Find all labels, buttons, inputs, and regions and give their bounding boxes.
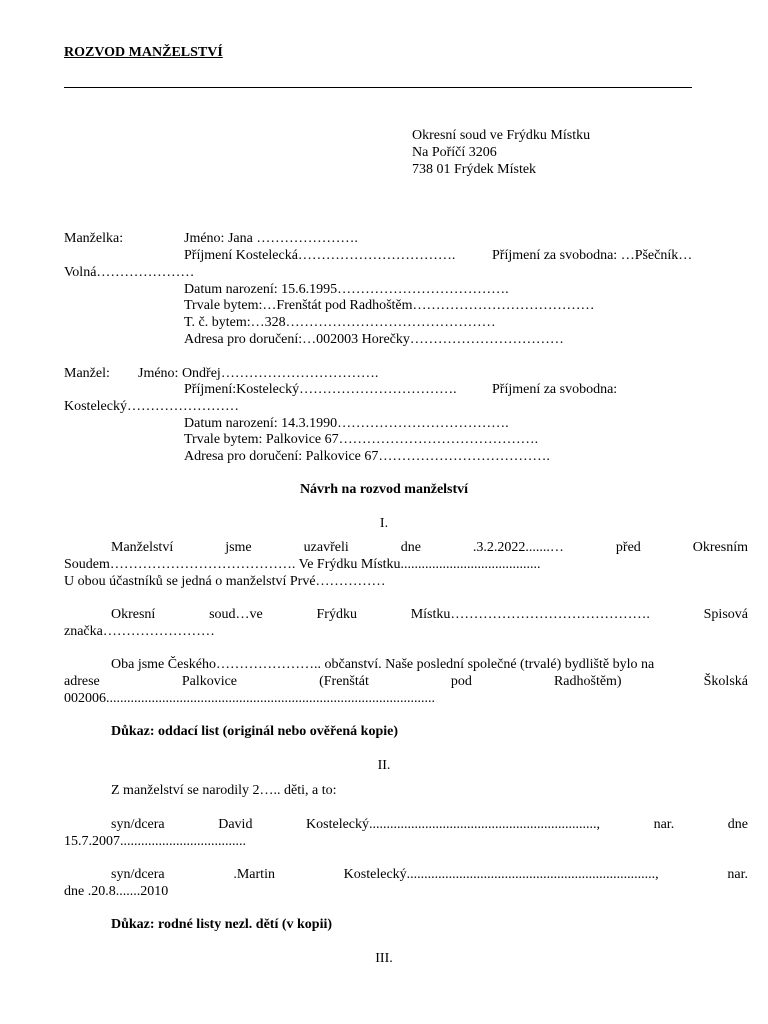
child-2-first-name: .Martin	[233, 867, 275, 882]
wife-maiden-name-cont: Volná…………………	[64, 265, 195, 280]
marriage-paragraph-line-1	[111, 540, 748, 556]
word: Okresní	[111, 607, 156, 622]
word: Palkovice	[181, 674, 238, 689]
court-paragraph-line-2: značka……………………	[64, 624, 215, 639]
word: syn/dcera	[111, 867, 165, 882]
wife-label: Manželka:	[64, 231, 124, 246]
word: Školská	[703, 674, 748, 689]
citizenship-paragraph-line-1: Oba jsme Českého………………….. občanství. Naše poslední společné (trvalé) bydliště bylo na	[111, 657, 655, 672]
word: Manželství	[111, 540, 174, 555]
marriage-paragraph-line-2: Soudem…………………………………. Ve Frýdku Místku........................................	[64, 557, 541, 572]
section-1-numeral: I.	[379, 516, 389, 531]
child-2-surname: Kostelecký.......................................................................,	[343, 867, 659, 882]
husband-maiden-name: Příjmení za svobodna:	[492, 382, 618, 397]
proposal-heading: Návrh na rozvod manželství	[299, 482, 469, 497]
citizenship-paragraph-line-3: 002006..............................................................................................	[64, 691, 435, 706]
word: uzavřeli	[303, 540, 349, 555]
marriage-paragraph-line-3: U obou účastníků se jedná o manželství Prvé……………	[64, 574, 386, 589]
child-2-birth-date: dne .20.8.......2010	[64, 884, 169, 899]
citizenship-paragraph-line-2	[64, 674, 748, 690]
word: Okresním	[692, 540, 748, 555]
husband-residence: Trvale bytem: Palkovice 67…………………………………….	[184, 432, 539, 447]
child-1-surname: Kostelecký.................................................................,	[306, 817, 601, 832]
marriage-date: .3.2.2022.......…	[472, 540, 564, 555]
court-name: Okresní soud ve Frýdku Místku	[412, 128, 591, 143]
section-2-proof: Důkaz: rodné listy nezl. dětí (v kopii)	[111, 917, 333, 932]
word: nar.	[727, 867, 748, 882]
word: dne	[400, 540, 421, 555]
word: adrese	[64, 674, 100, 689]
word: Místku…………………………………….	[410, 607, 650, 622]
document-title: ROZVOD MANŽELSTVÍ	[64, 45, 223, 60]
word: Spisová	[703, 607, 748, 622]
word: (Frenštát	[319, 674, 369, 689]
court-city: 738 01 Frýdek Místek	[412, 162, 537, 177]
wife-surname: Příjmení Kostelecká…………………………….	[184, 248, 456, 263]
husband-delivery-address: Adresa pro doručení: Palkovice 67……………………………….	[184, 449, 550, 464]
word: pod	[450, 674, 472, 689]
word: soud…ve	[209, 607, 263, 622]
section-3-numeral: III.	[375, 951, 393, 966]
word: dne	[727, 817, 748, 832]
word: syn/dcera	[111, 817, 165, 832]
title-underline-rule	[64, 87, 692, 88]
wife-unit: T. č. bytem:…328………………………………………	[184, 315, 496, 330]
wife-birth-date: Datum narození: 15.6.1995……………………………….	[184, 282, 509, 297]
husband-surname: Příjmení:Kostelecký…………………………….	[184, 382, 457, 397]
word: jsme	[225, 540, 252, 555]
word: Frýdku	[316, 607, 357, 622]
wife-residence: Trvale bytem:…Frenštát pod Radhoštěm…………………………………	[184, 298, 595, 313]
word: Radhoštěm)	[553, 674, 622, 689]
husband-birth-date: Datum narození: 14.3.1990……………………………….	[184, 416, 509, 431]
husband-maiden-name-cont: Kostelecký……………………	[64, 399, 239, 414]
children-intro: Z manželství se narodily 2….. děti, a to:	[111, 783, 337, 798]
court-paragraph-line-1	[111, 607, 748, 623]
section-2-numeral: II.	[377, 758, 391, 773]
court-street: Na Poříčí 3206	[412, 145, 497, 160]
word: nar.	[653, 817, 675, 832]
husband-label: Manžel:	[64, 366, 110, 381]
husband-name: Jméno: Ondřej…………………………….	[138, 366, 379, 381]
wife-maiden-name: Příjmení za svobodna: …Pšečník…	[492, 248, 693, 263]
child-1-first-name: David	[218, 817, 253, 832]
child-1-birth-date: 15.7.2007....................................	[64, 834, 246, 849]
wife-delivery-address: Adresa pro doručení:…002003 Horečky……………………………	[184, 332, 564, 347]
section-1-proof: Důkaz: oddací list (originál nebo ověřená kopie)	[111, 724, 399, 739]
child-1-line-1	[111, 817, 748, 833]
wife-name: Jméno: Jana ………………….	[184, 231, 358, 246]
child-2-line-1	[111, 867, 748, 883]
word: před	[615, 540, 641, 555]
